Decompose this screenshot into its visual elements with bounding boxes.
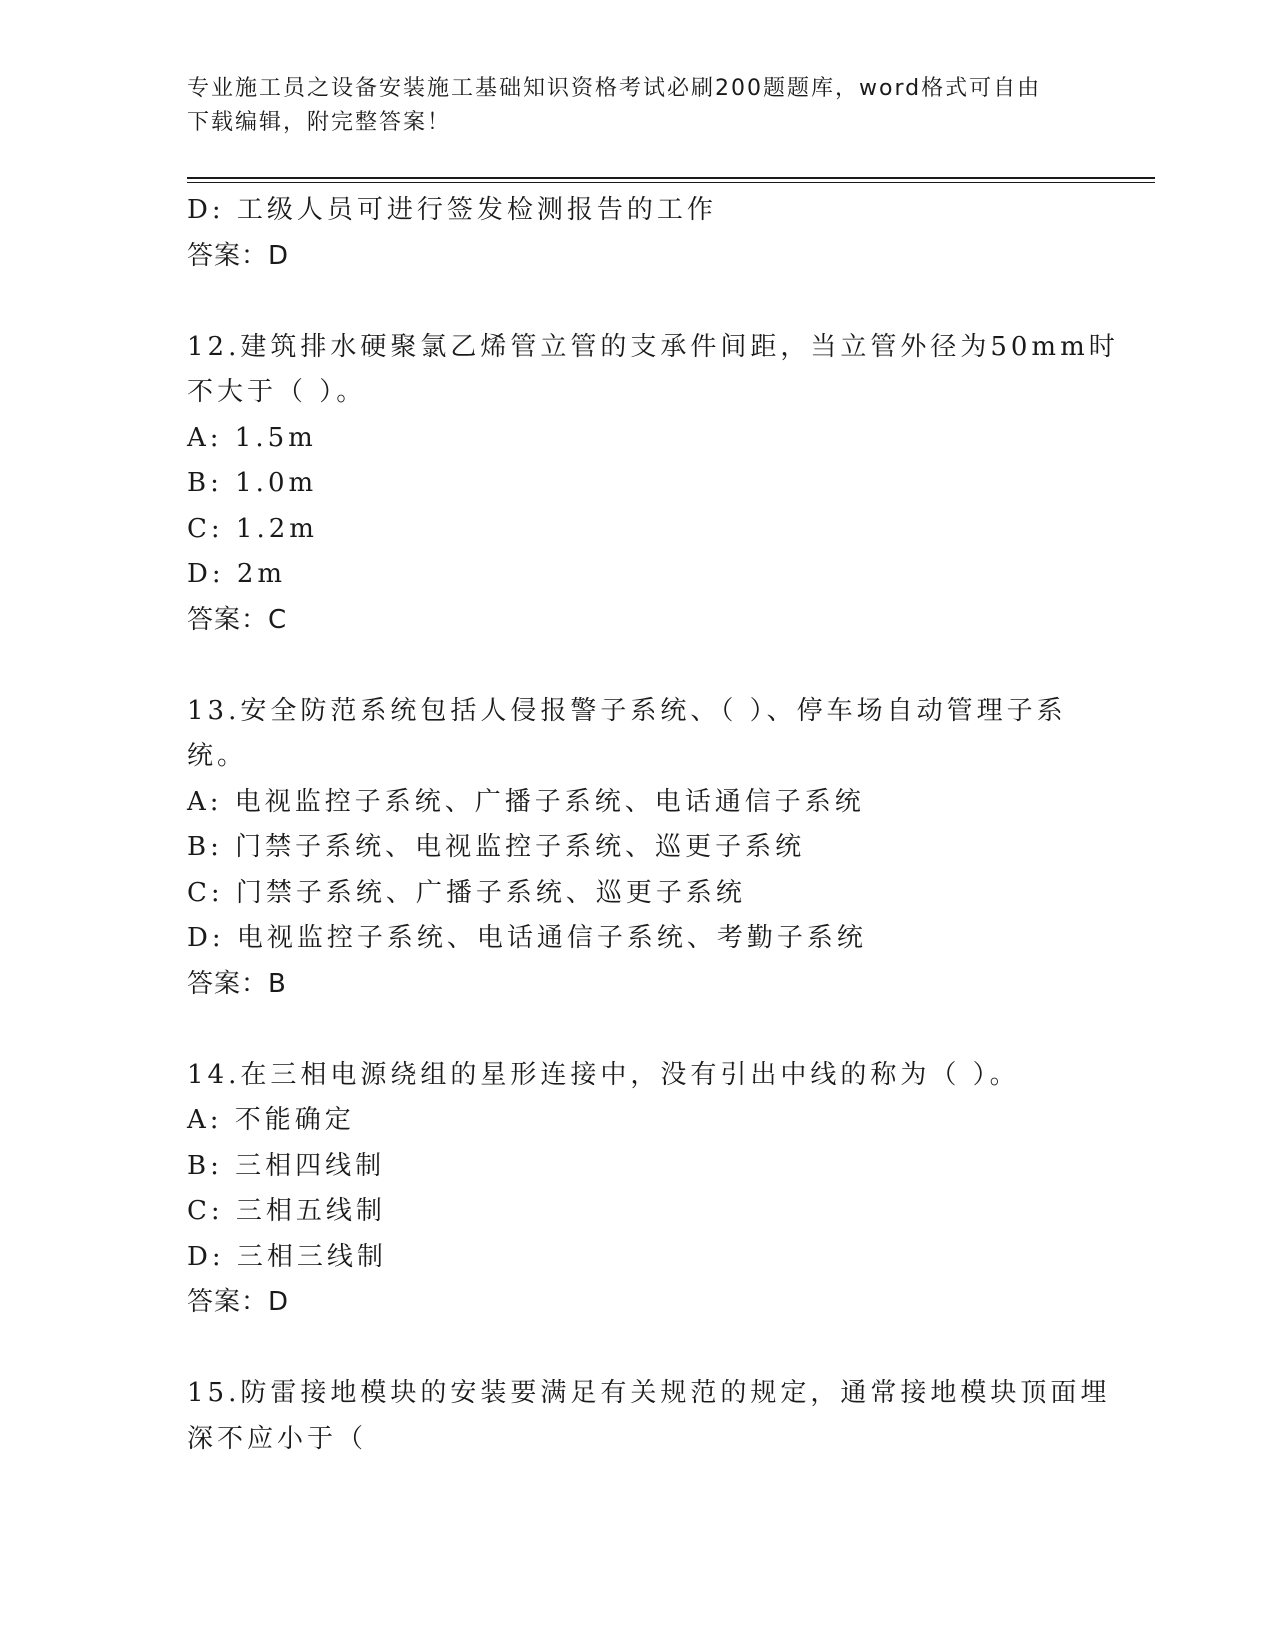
answer-label: 答案：D: [187, 1287, 290, 1317]
question-stem-continued: 深不应小于（: [187, 1423, 368, 1454]
question-12: [187, 325, 1119, 644]
option-a: A: 不能确定: [187, 1105, 355, 1135]
question-stem: 15.防雷接地模块的安装要满足有关规范的规定，通常接地模块顶面埋: [187, 1378, 1111, 1408]
answer-label: 答案：B: [187, 968, 287, 999]
question-stem: 14.在三相电源绕组的星形连接中，没有引出中线的称为（ ）。: [187, 1059, 1020, 1090]
question-stem-continued: 不大于（ ）。: [187, 377, 367, 407]
option-d: D: 2m: [187, 559, 287, 589]
question-13: [187, 689, 1087, 1008]
option-a: A: 电视监控子系统、广播子系统、电话通信子系统: [187, 786, 865, 817]
option-c: C: 1.2m: [187, 513, 318, 544]
question-stem: 12.建筑排水硬聚氯乙烯管立管的支承件间距，当立管外径为50mm时: [187, 331, 1119, 362]
option-d: D: 电视监控子系统、电话通信子系统、考勤子系统: [187, 923, 867, 953]
question-list: [187, 188, 1119, 1462]
carryover-question: [187, 188, 1087, 279]
spacer: [187, 279, 1087, 325]
header-divider-thick: [187, 177, 1155, 179]
answer-label: 答案：D: [187, 240, 290, 271]
document-header: [187, 72, 1067, 140]
answer-label: 答案：C: [187, 604, 288, 635]
spacer: [187, 643, 1087, 689]
header-title-line-1: 专业施工员之设备安装施工基础知识资格考试必刷200题题库，word格式可自由: [187, 76, 1042, 101]
option-b: B: 1.0m: [187, 468, 318, 498]
option-c: C: 三相五线制: [187, 1196, 386, 1226]
option-d: D: 工级人员可进行签发检测报告的工作: [187, 195, 717, 225]
question-14: [187, 1053, 1087, 1326]
spacer: [187, 1326, 1087, 1372]
question-stem-continued: 统。: [187, 741, 248, 771]
header-divider-thin: [187, 182, 1155, 183]
option-b: B: 三相四线制: [187, 1150, 386, 1181]
option-b: B: 门禁子系统、电视监控子系统、巡更子系统: [187, 832, 806, 862]
spacer: [187, 1007, 1087, 1053]
option-c: C: 门禁子系统、广播子系统、巡更子系统: [187, 877, 746, 908]
header-title-line-2: 下载编辑，附完整答案！: [187, 110, 452, 135]
question-15: [187, 1371, 1111, 1462]
option-d: D: 三相三线制: [187, 1241, 387, 1272]
question-stem: 13.安全防范系统包括人侵报警子系统、（ ）、停车场自动管理子系: [187, 695, 1067, 726]
option-a: A: 1.5m: [187, 422, 317, 453]
